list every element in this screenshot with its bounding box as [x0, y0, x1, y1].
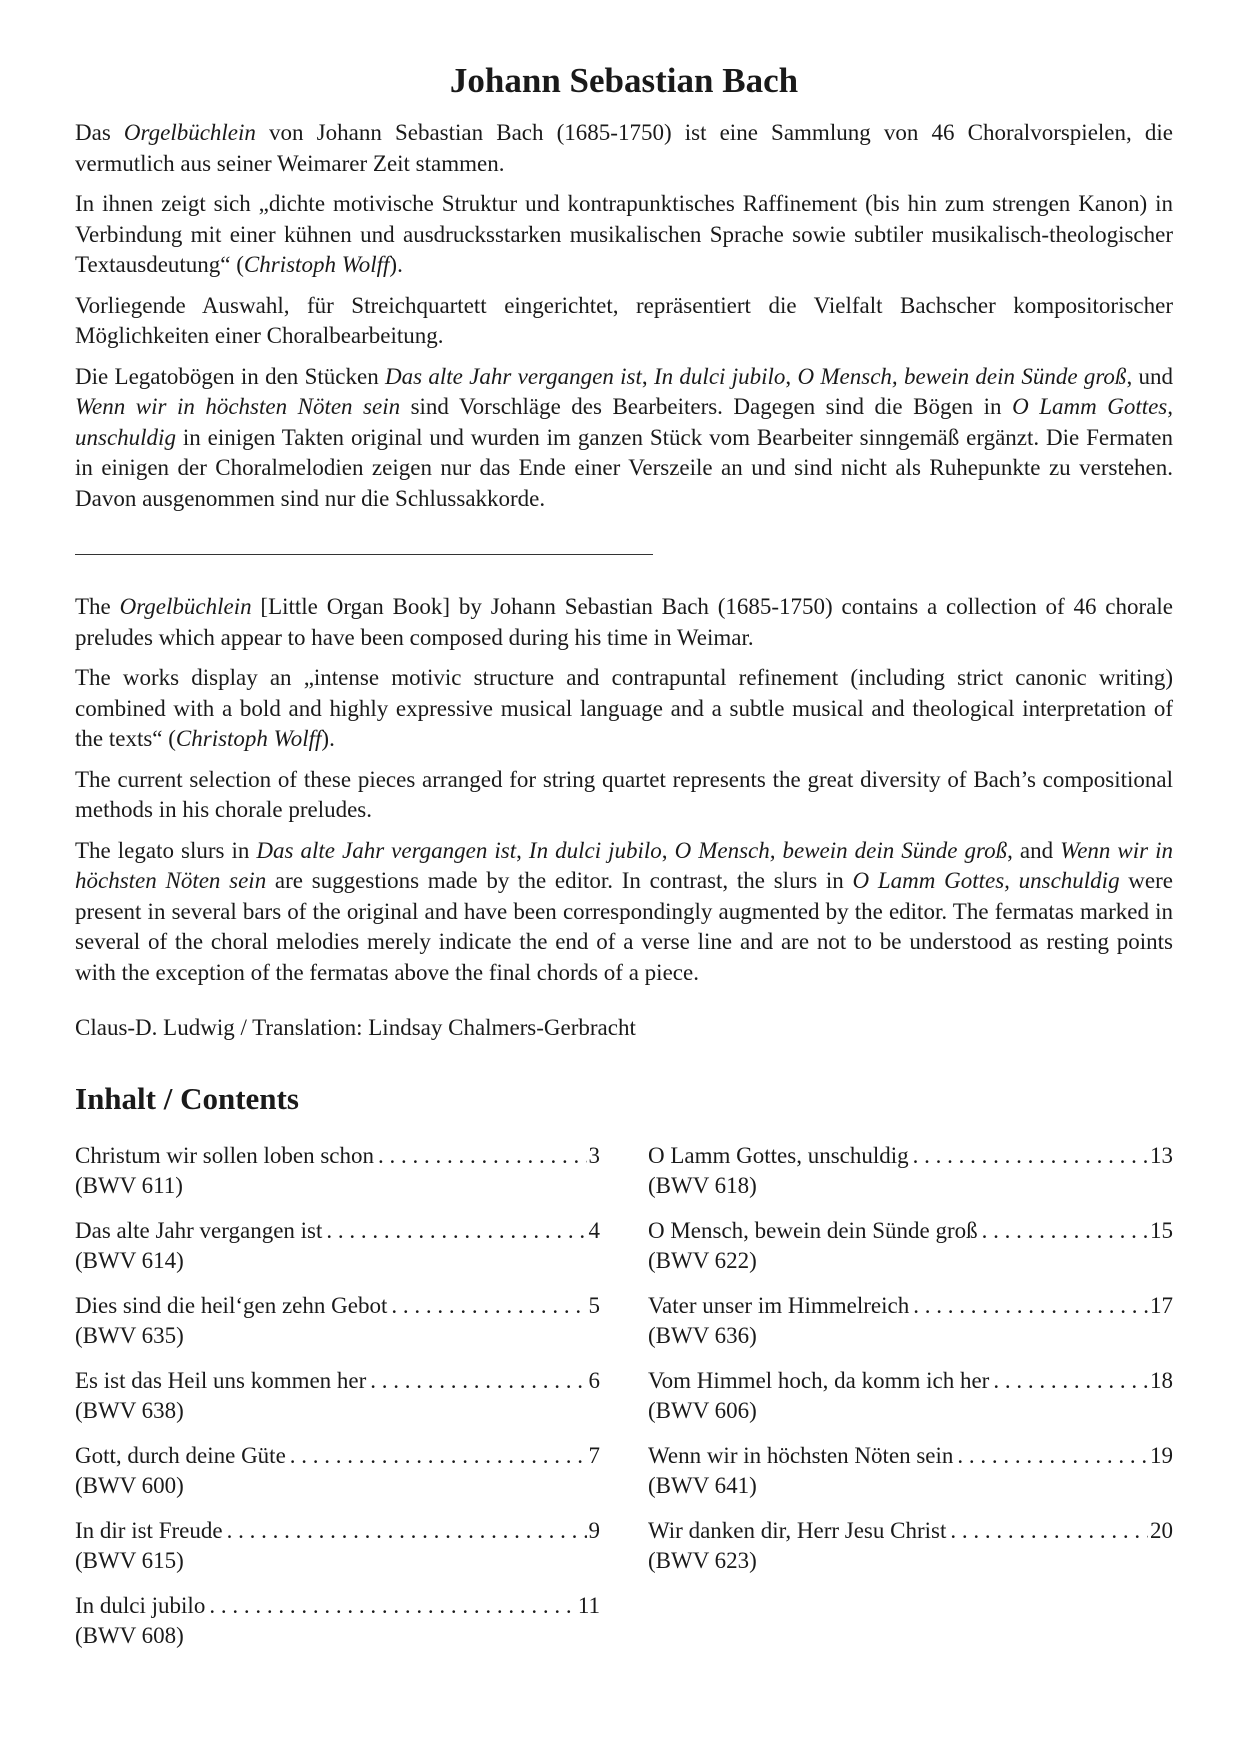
toc-page-number: 17 — [1150, 1293, 1173, 1319]
toc-entry-title: Es ist das Heil uns kommen her — [75, 1368, 367, 1394]
toc-entry-title: O Mensch, bewein dein Sünde groß — [648, 1218, 978, 1244]
toc-dot-leader — [209, 1591, 576, 1621]
german-paragraph-2: In ihnen zeigt sich „dichte motivische Struktur und kontrapunktisches Raffinement (bis hin zum strengen Kanon) in Verbindung mit einer kühnen und ausdrucksstarken musikalischen Sprache sowie subtiler musikalisch-theologischer Textausdeutung“ (Christoph Wolff). — [75, 191, 1173, 277]
toc-entry-line — [648, 1516, 1173, 1546]
table-of-contents — [75, 1141, 1173, 1666]
english-paragraph-1: The Orgelbüchlein [Little Organ Book] by Johann Sebastian Bach (1685-1750) contains a collection of 46 chorale preludes which appear to have been composed during his time in Weimar. — [75, 594, 1173, 650]
toc-entry-title: Vom Himmel hoch, da komm ich her — [648, 1368, 990, 1394]
toc-entry-title: In dir ist Freude — [75, 1518, 223, 1544]
document-page — [75, 60, 1173, 1666]
toc-entry[interactable] — [648, 1141, 1173, 1201]
toc-entry-title: Christum wir sollen loben schon — [75, 1143, 374, 1169]
toc-entry-line — [648, 1441, 1173, 1471]
toc-bwv-number: (BWV 623) — [648, 1548, 757, 1574]
toc-dot-leader — [950, 1516, 1148, 1546]
toc-dot-leader — [290, 1441, 587, 1471]
section-divider — [75, 554, 653, 555]
toc-entry-title: Gott, durch deine Güte — [75, 1443, 286, 1469]
toc-column-right — [648, 1141, 1173, 1666]
toc-entry-title: Wir danken dir, Herr Jesu Christ — [648, 1518, 947, 1544]
toc-dot-leader — [982, 1216, 1148, 1246]
toc-entry-title: Vater unser im Himmelreich — [648, 1293, 910, 1319]
toc-dot-leader — [227, 1516, 587, 1546]
author-credit: Claus-D. Ludwig / Translation: Lindsay Chalmers-Gerbracht — [75, 1015, 636, 1040]
toc-entry[interactable] — [75, 1591, 600, 1651]
toc-entry-line — [75, 1516, 600, 1546]
toc-bwv-number: (BWV 635) — [75, 1323, 184, 1349]
toc-bwv-number: (BWV 641) — [648, 1473, 757, 1499]
toc-entry-line — [75, 1591, 600, 1621]
toc-page-number: 6 — [588, 1368, 600, 1394]
toc-entry-title: Dies sind die heil‘gen zehn Gebot — [75, 1293, 388, 1319]
toc-page-number: 5 — [588, 1293, 600, 1319]
toc-entry-title: O Lamm Gottes, unschuldig — [648, 1143, 909, 1169]
german-paragraph-4: Die Legatobögen in den Stücken Das alte Jahr vergangen ist, In dulci jubilo, O Mensch, bewein dein Sünde groß, und Wenn wir in höchsten Nöten sein sind Vorschläge des Bearbeiters. Dagegen sind die Bögen in O Lamm Gottes, unschuldig in einigen Takten original und wurden im ganzen Stück vom Bearbeiter sinngemäß ergänzt. Die Fermaten in einigen der Choralmelodien zeigen nur das Ende einer Verszeile an und sind nicht als Ruhepunkte zu verstehen. Davon ausgenommen sind nur die Schlussakkorde. — [75, 363, 1174, 511]
toc-entry[interactable] — [75, 1291, 600, 1351]
toc-entry[interactable] — [648, 1366, 1173, 1426]
toc-entry[interactable] — [75, 1141, 600, 1201]
toc-dot-leader — [370, 1366, 586, 1396]
toc-bwv-number: (BWV 615) — [75, 1548, 184, 1574]
toc-entry-line — [75, 1366, 600, 1396]
toc-bwv-number: (BWV 614) — [75, 1248, 184, 1274]
toc-bwv-number: (BWV 608) — [75, 1623, 184, 1649]
toc-entry-line — [75, 1441, 600, 1471]
toc-page-number: 3 — [588, 1143, 600, 1169]
toc-entry[interactable] — [648, 1441, 1173, 1501]
english-paragraph-3: The current selection of these pieces arranged for string quartet represents the great diversity of Bach’s compositional methods in his chorale preludes. — [75, 766, 1173, 822]
toc-entry-line — [648, 1141, 1173, 1171]
toc-bwv-number: (BWV 600) — [75, 1473, 184, 1499]
toc-entry-title: Wenn wir in höchsten Nöten sein — [648, 1443, 954, 1469]
english-paragraph-2: The works display an „intense motivic structure and contrapuntal refinement (including strict canonic writing) combined with a bold and highly expressive musical language and a subtle musical and theological interpretation of the texts“ (Christoph Wolff). — [75, 665, 1173, 751]
page-title: Johann Sebastian Bach — [449, 61, 799, 100]
toc-entry-line — [75, 1291, 600, 1321]
toc-entry[interactable] — [75, 1441, 600, 1501]
toc-dot-leader — [913, 1291, 1148, 1321]
toc-page-number: 4 — [588, 1218, 600, 1244]
english-paragraph-4: The legato slurs in Das alte Jahr vergangen ist, In dulci jubilo, O Mensch, bewein dein Sünde groß, and Wenn wir in höchsten Nöten sein are suggestions made by the editor. In contrast, the slurs in O Lamm Gottes, unschuldig were present in several bars of the original and have been correspondingly augmented by the editor. The fermatas marked in several of the choral melodies merely indicate the end of a verse line and are not to be understood as resting points with the exception of the fermatas above the final chords of a piece. — [75, 837, 1174, 985]
toc-bwv-number: (BWV 622) — [648, 1248, 757, 1274]
toc-page-number: 7 — [588, 1443, 600, 1469]
toc-entry-line — [648, 1291, 1173, 1321]
toc-entry-title: Das alte Jahr vergangen ist — [75, 1218, 323, 1244]
toc-entry[interactable] — [648, 1291, 1173, 1351]
toc-entry-line — [75, 1216, 600, 1246]
toc-page-number: 9 — [588, 1518, 600, 1544]
contents-heading: Inhalt / Contents — [75, 1081, 299, 1116]
toc-dot-leader — [378, 1141, 587, 1171]
toc-entry-line — [648, 1366, 1173, 1396]
toc-entry[interactable] — [75, 1516, 600, 1576]
toc-entry[interactable] — [648, 1516, 1173, 1576]
toc-entry[interactable] — [75, 1216, 600, 1276]
toc-page-number: 11 — [577, 1593, 600, 1619]
toc-page-number: 18 — [1150, 1368, 1173, 1394]
toc-entry-line — [648, 1216, 1173, 1246]
toc-entry[interactable] — [648, 1216, 1173, 1276]
toc-bwv-number: (BWV 636) — [648, 1323, 757, 1349]
toc-bwv-number: (BWV 638) — [75, 1398, 184, 1424]
toc-dot-leader — [326, 1216, 586, 1246]
toc-bwv-number: (BWV 611) — [75, 1173, 183, 1199]
toc-dot-leader — [391, 1291, 586, 1321]
toc-page-number: 20 — [1150, 1518, 1173, 1544]
german-paragraph-1: Das Orgelbüchlein von Johann Sebastian Bach (1685-1750) ist eine Sammlung von 46 Choralvorspielen, die vermutlich aus seiner Weimarer Zeit stammen. — [75, 120, 1173, 176]
toc-dot-leader — [993, 1366, 1148, 1396]
toc-entry[interactable] — [75, 1366, 600, 1426]
toc-bwv-number: (BWV 606) — [648, 1398, 757, 1424]
toc-entry-line — [75, 1141, 600, 1171]
german-paragraph-3: Vorliegende Auswahl, für Streichquartett eingerichtet, repräsentiert die Vielfalt Bachscher kompositorischer Möglichkeiten einer Choralbearbeitung. — [75, 292, 1173, 348]
toc-dot-leader — [957, 1441, 1148, 1471]
toc-bwv-number: (BWV 618) — [648, 1173, 757, 1199]
toc-page-number: 13 — [1150, 1143, 1173, 1169]
toc-column-left — [75, 1141, 600, 1666]
toc-dot-leader — [913, 1141, 1148, 1171]
toc-page-number: 15 — [1150, 1218, 1173, 1244]
toc-page-number: 19 — [1150, 1443, 1173, 1469]
toc-entry-title: In dulci jubilo — [75, 1593, 206, 1619]
